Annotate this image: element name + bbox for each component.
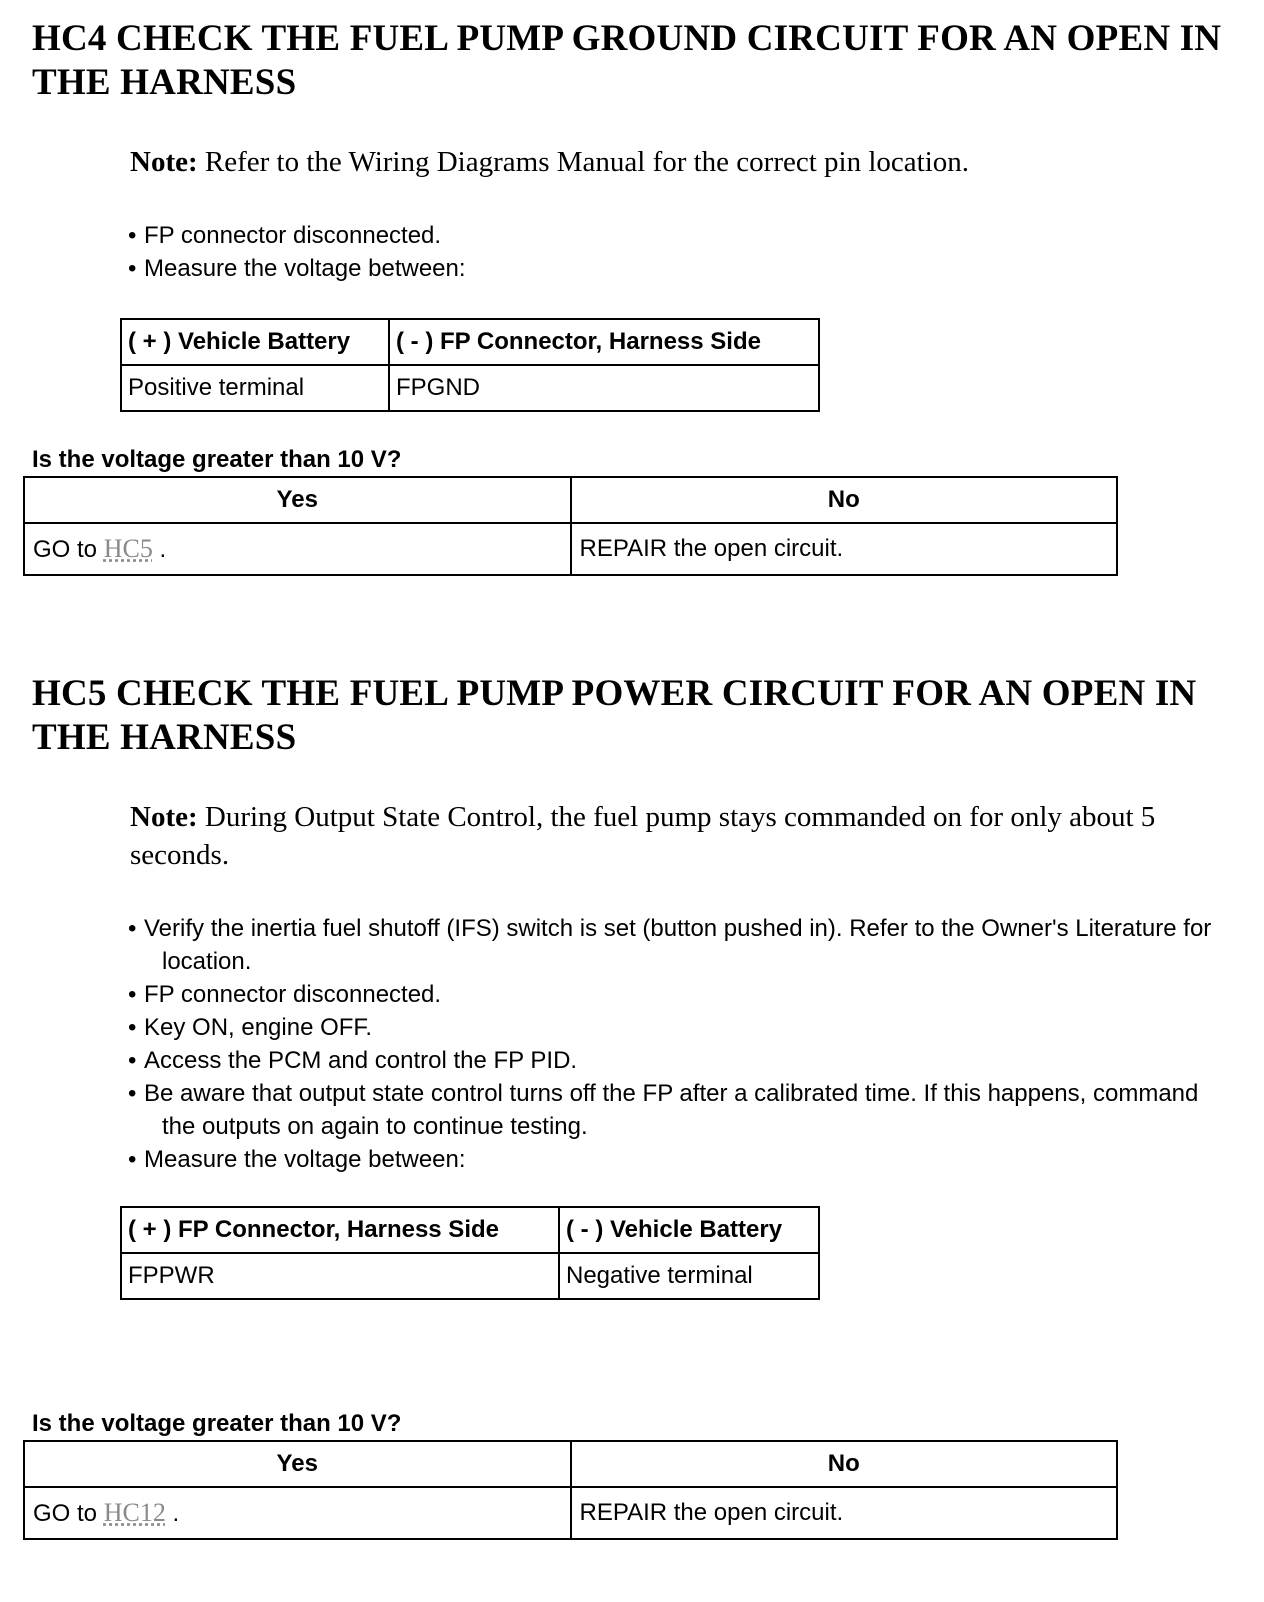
hc5-step-text: Verify the inertia fuel shutoff (IFS) switch is set (button pushed in). Refer to the Owner's Literature for location. <box>144 915 1212 975</box>
hc4-yes-cell <box>24 523 571 575</box>
hc5-measure-header-positive: ( + ) FP Connector, Harness Side <box>121 1207 559 1253</box>
go-to-label: GO to <box>33 536 98 563</box>
hc5-question: Is the voltage greater than 10 V? <box>32 1410 402 1437</box>
hc4-step-text: FP connector disconnected. <box>144 222 442 249</box>
hc4-steps <box>112 219 1222 285</box>
hc4-measure-cell-negative: FPGND <box>389 365 819 411</box>
hc5-step-text: FP connector disconnected. <box>144 981 442 1008</box>
table-row <box>121 1253 819 1299</box>
bullet-icon: • <box>128 1014 137 1041</box>
hc4-note-text: Refer to the Wiring Diagrams Manual for the correct pin location. <box>204 146 970 178</box>
hc4-no-header: No <box>571 477 1118 523</box>
go-to-label: GO to <box>33 1500 98 1527</box>
bullet-icon: • <box>128 1047 137 1074</box>
bullet-icon: • <box>128 255 137 282</box>
hc5-step-text: Be aware that output state control turns off the FP after a calibrated time. If this happens, command the outputs on again to continue testing. <box>144 1080 1199 1140</box>
hc4-note-label: Note: <box>130 146 198 178</box>
table-header-row <box>24 1441 1117 1487</box>
hc4-note <box>130 143 1210 181</box>
period: . <box>159 536 167 563</box>
table-header-row <box>121 319 819 365</box>
table-header-row <box>121 1207 819 1253</box>
hc5-link[interactable]: HC5 <box>103 534 153 563</box>
hc5-no-header: No <box>571 1441 1118 1487</box>
hc5-step <box>112 912 1222 978</box>
hc5-yes-cell <box>24 1487 571 1539</box>
bullet-icon: • <box>128 915 137 942</box>
hc5-measure-table <box>120 1206 820 1300</box>
hc4-result-table <box>23 476 1118 576</box>
hc4-measure-header-positive: ( + ) Vehicle Battery <box>121 319 389 365</box>
hc4-measure-header-negative: ( - ) FP Connector, Harness Side <box>389 319 819 365</box>
hc5-heading: HC5 CHECK THE FUEL PUMP POWER CIRCUIT FOR AN OPEN IN THE HARNESS <box>32 673 1197 758</box>
table-header-row <box>24 477 1117 523</box>
bullet-icon: • <box>128 981 137 1008</box>
hc5-measure-header-negative: ( - ) Vehicle Battery <box>559 1207 819 1253</box>
hc5-note <box>130 798 1210 874</box>
hc5-measure-cell-negative: Negative terminal <box>559 1253 819 1299</box>
hc4-step-text: Measure the voltage between: <box>144 255 466 282</box>
hc5-no-cell: REPAIR the open circuit. <box>571 1487 1118 1539</box>
hc5-result-table <box>23 1440 1118 1540</box>
table-row <box>24 523 1117 575</box>
hc4-step <box>112 219 1222 252</box>
hc5-step-text: Access the PCM and control the FP PID. <box>144 1047 578 1074</box>
hc5-step <box>112 1143 1222 1176</box>
hc4-yes-header: Yes <box>24 477 571 523</box>
hc5-step <box>112 1077 1222 1143</box>
hc5-step <box>112 978 1222 1011</box>
hc4-measure-table <box>120 318 820 412</box>
hc12-link[interactable]: HC12 <box>103 1498 166 1527</box>
period: . <box>172 1500 180 1527</box>
hc5-step <box>112 1044 1222 1077</box>
hc5-steps <box>112 912 1222 1176</box>
hc5-note-label: Note: <box>130 801 198 833</box>
table-row <box>121 365 819 411</box>
hc4-measure-cell-positive: Positive terminal <box>121 365 389 411</box>
hc4-no-cell: REPAIR the open circuit. <box>571 523 1118 575</box>
hc4-heading: HC4 CHECK THE FUEL PUMP GROUND CIRCUIT FOR AN OPEN IN THE HARNESS <box>32 18 1222 103</box>
hc5-step <box>112 1011 1222 1044</box>
bullet-icon: • <box>128 1146 137 1173</box>
bullet-icon: • <box>128 1080 137 1107</box>
bullet-icon: • <box>128 222 137 249</box>
hc5-yes-header: Yes <box>24 1441 571 1487</box>
hc4-step <box>112 252 1222 285</box>
hc5-measure-cell-positive: FPPWR <box>121 1253 559 1299</box>
hc5-step-text: Key ON, engine OFF. <box>144 1014 373 1041</box>
hc5-note-text: During Output State Control, the fuel pump stays commanded on for only about 5 seconds. <box>130 801 1156 871</box>
hc4-question: Is the voltage greater than 10 V? <box>32 446 402 473</box>
hc5-step-text: Measure the voltage between: <box>144 1146 466 1173</box>
table-row <box>24 1487 1117 1539</box>
